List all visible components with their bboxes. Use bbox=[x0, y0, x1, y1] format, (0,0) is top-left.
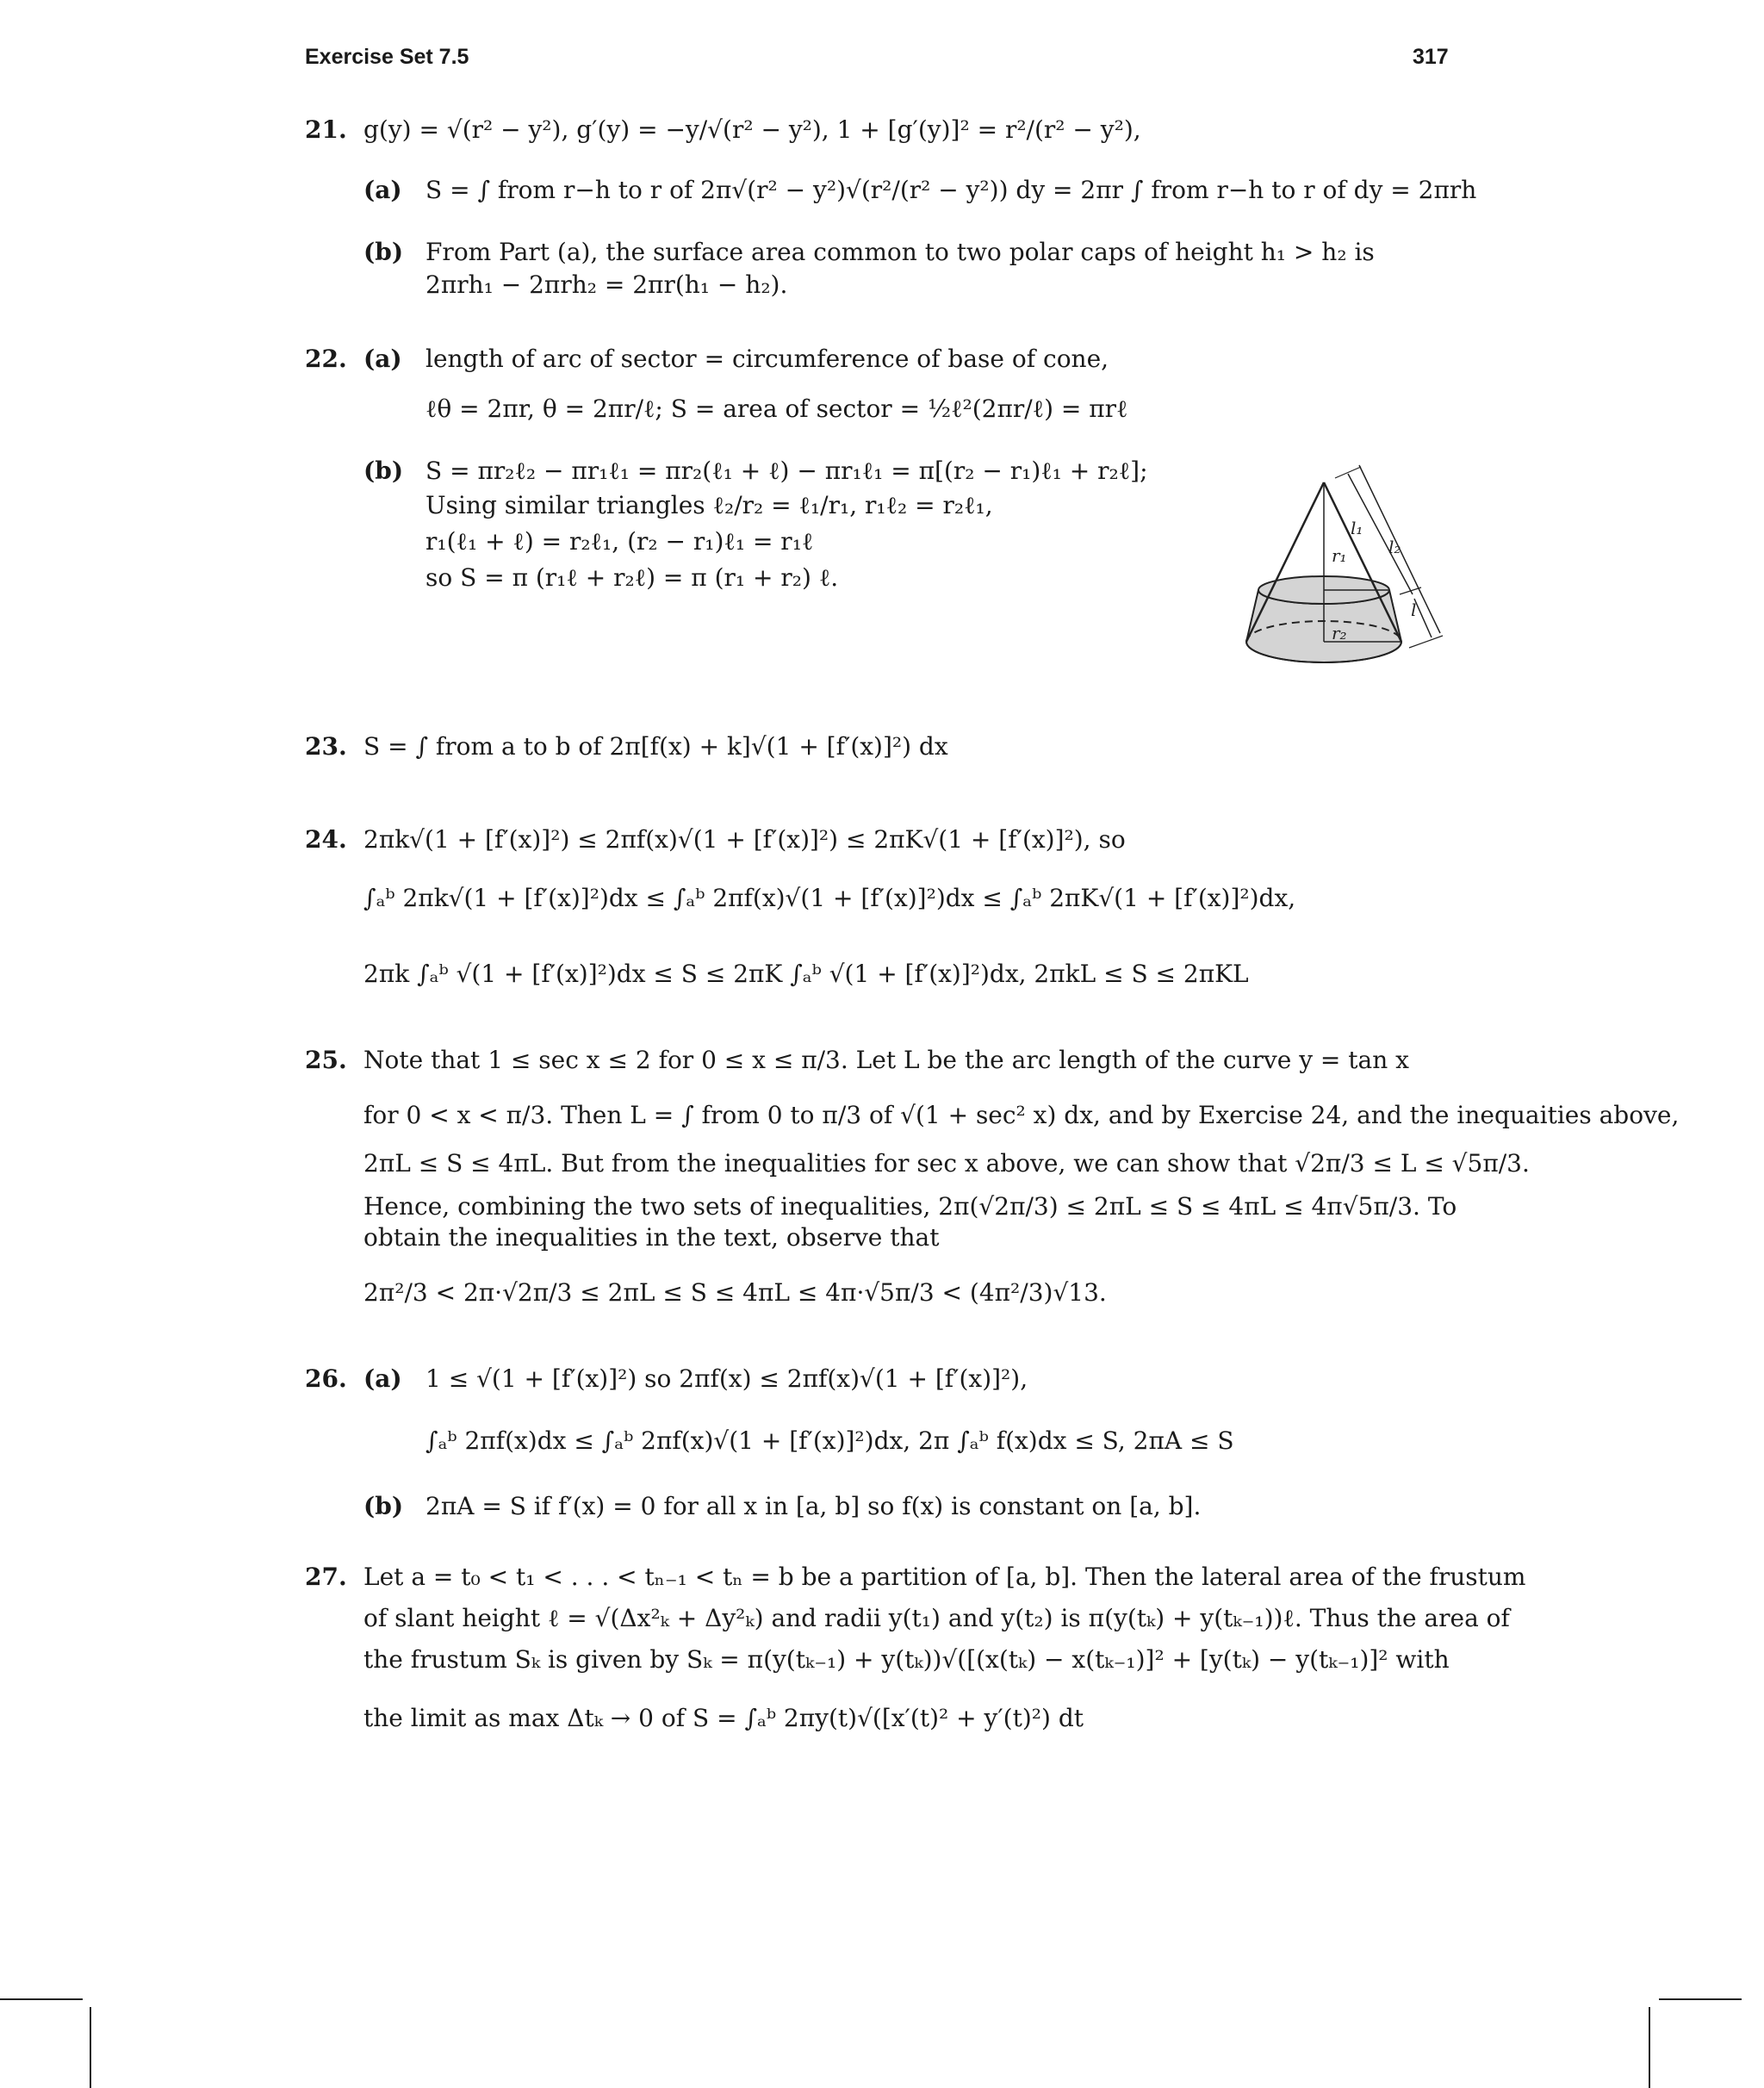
problem-22-line-3: S = πr₂ℓ₂ − πr₁ℓ₁ = πr₂(ℓ₁ + ℓ) − πr₁ℓ₁ = π[(r₂ − r₁)ℓ₁ + r₂ℓ]; bbox=[425, 457, 1148, 485]
crop-mark-right-vertical bbox=[1649, 2007, 1650, 2088]
page-number: 317 bbox=[1413, 45, 1449, 69]
problem-25-line-3: 2πL ≤ S ≤ 4πL. But from the inequalities for sec x above, we can show that √2π/3 ≤ L ≤ √5π/3. bbox=[363, 1149, 1530, 1178]
label-l2: l₂ bbox=[1388, 537, 1401, 557]
problem-27-line-3: the frustum Sₖ is given by Sₖ = π(y(tₖ₋₁) + y(tₖ))√([(x(tₖ) − x(tₖ₋₁)]² + [y(tₖ) − y(tₖ₋₁)]² with bbox=[363, 1645, 1450, 1674]
problem-22-line-6: so S = π (r₁ℓ + r₂ℓ) = π (r₁ + r₂) ℓ. bbox=[425, 563, 839, 592]
problem-21-number: 21. bbox=[305, 115, 347, 144]
label-l: l bbox=[1411, 600, 1417, 620]
frustum-cone-figure bbox=[1214, 457, 1456, 663]
problem-26-line-2: ∫ₐᵇ 2πf(x)dx ≤ ∫ₐᵇ 2πf(x)√(1 + [f′(x)]²)dx, 2π ∫ₐᵇ f(x)dx ≤ S, 2πA ≤ S bbox=[425, 1426, 1234, 1455]
problem-22-line-4: Using similar triangles ℓ₂/r₂ = ℓ₁/r₁, r₁ℓ₂ = r₂ℓ₁, bbox=[425, 491, 993, 519]
problem-22-line-2: ℓθ = 2πr, θ = 2πr/ℓ; S = area of sector = ½ℓ²(2πr/ℓ) = πrℓ bbox=[425, 395, 1128, 423]
problem-22-line-1: length of arc of sector = circumference of base of cone, bbox=[425, 345, 1109, 373]
problem-27-line-4: the limit as max Δtₖ → 0 of S = ∫ₐᵇ 2πy(t)√([x′(t)² + y′(t)²) dt bbox=[363, 1704, 1084, 1732]
problem-22-number: 22. bbox=[305, 345, 347, 373]
problem-26-part-b: (b) bbox=[363, 1492, 404, 1520]
problem-24-number: 24. bbox=[305, 825, 347, 854]
crop-mark-left-horizontal bbox=[0, 1998, 83, 2000]
problem-25-line-5: obtain the inequalities in the text, observe that bbox=[363, 1223, 940, 1252]
problem-26-line-1: 1 ≤ √(1 + [f′(x)]²) so 2πf(x) ≤ 2πf(x)√(1 + [f′(x)]²), bbox=[425, 1364, 1028, 1393]
problem-26-line-3: 2πA = S if f′(x) = 0 for all x in [a, b] so f(x) is constant on [a, b]. bbox=[425, 1492, 1202, 1520]
problem-22-line-5: r₁(ℓ₁ + ℓ) = r₂ℓ₁, (r₂ − r₁)ℓ₁ = r₁ℓ bbox=[425, 527, 814, 556]
problem-26-number: 26. bbox=[305, 1364, 347, 1393]
problem-27-line-1: Let a = t₀ < t₁ < . . . < tₙ₋₁ < tₙ = b be a partition of [a, b]. Then the lateral area of the frustum bbox=[363, 1563, 1526, 1591]
problem-21-line-1: g(y) = √(r² − y²), g′(y) = −y/√(r² − y²), 1 + [g′(y)]² = r²/(r² − y²), bbox=[363, 115, 1141, 144]
problem-25-line-6: 2π²/3 < 2π·√2π/3 ≤ 2πL ≤ S ≤ 4πL ≤ 4π·√5π/3 < (4π²/3)√13. bbox=[363, 1278, 1107, 1307]
problem-23-number: 23. bbox=[305, 732, 347, 761]
problem-21-line-3: From Part (a), the surface area common to two polar caps of height h₁ > h₂ is bbox=[425, 238, 1375, 266]
problem-21-line-4: 2πrh₁ − 2πrh₂ = 2πr(h₁ − h₂). bbox=[425, 270, 788, 299]
label-r2: r₂ bbox=[1332, 623, 1347, 643]
problem-24-line-3: 2πk ∫ₐᵇ √(1 + [f′(x)]²)dx ≤ S ≤ 2πK ∫ₐᵇ √(1 + [f′(x)]²)dx, 2πkL ≤ S ≤ 2πKL bbox=[363, 960, 1249, 988]
problem-25-number: 25. bbox=[305, 1046, 347, 1074]
problem-22-part-a: (a) bbox=[363, 345, 402, 373]
problem-27-number: 27. bbox=[305, 1563, 347, 1591]
problem-27-line-2: of slant height ℓ = √(Δx²ₖ + Δy²ₖ) and radii y(t₁) and y(t₂) is π(y(tₖ) + y(tₖ₋₁))ℓ. Thus the area of bbox=[363, 1604, 1510, 1632]
crop-mark-right-horizontal bbox=[1659, 1998, 1742, 2000]
crop-mark-left-vertical bbox=[90, 2007, 91, 2088]
problem-25-line-4: Hence, combining the two sets of inequalities, 2π(√2π/3) ≤ 2πL ≤ S ≤ 4πL ≤ 4π√5π/3. To bbox=[363, 1192, 1457, 1221]
label-l1: l₁ bbox=[1351, 518, 1363, 538]
problem-21-part-b: (b) bbox=[363, 238, 404, 266]
label-r1: r₁ bbox=[1332, 545, 1347, 566]
problem-25-line-2: for 0 < x < π/3. Then L = ∫ from 0 to π/3 of √(1 + sec² x) dx, and by Exercise 24, and the inequaities above, bbox=[363, 1101, 1680, 1129]
problem-24-line-1: 2πk√(1 + [f′(x)]²) ≤ 2πf(x)√(1 + [f′(x)]²) ≤ 2πK√(1 + [f′(x)]²), so bbox=[363, 825, 1126, 854]
problem-22-part-b: (b) bbox=[363, 457, 404, 485]
problem-26-part-a: (a) bbox=[363, 1364, 402, 1393]
problem-25-line-1: Note that 1 ≤ sec x ≤ 2 for 0 ≤ x ≤ π/3. Let L be the arc length of the curve y = tan x bbox=[363, 1046, 1409, 1074]
problem-23-line-1: S = ∫ from a to b of 2π[f(x) + k]√(1 + [f′(x)]²) dx bbox=[363, 732, 948, 761]
problem-21-line-2: S = ∫ from r−h to r of 2π√(r² − y²)√(r²/(r² − y²)) dy = 2πr ∫ from r−h to r of dy = 2πrh bbox=[425, 176, 1477, 204]
running-header-title: Exercise Set 7.5 bbox=[305, 45, 469, 69]
problem-21-part-a: (a) bbox=[363, 176, 402, 204]
problem-24-line-2: ∫ₐᵇ 2πk√(1 + [f′(x)]²)dx ≤ ∫ₐᵇ 2πf(x)√(1 + [f′(x)]²)dx ≤ ∫ₐᵇ 2πK√(1 + [f′(x)]²)dx, bbox=[363, 884, 1296, 912]
